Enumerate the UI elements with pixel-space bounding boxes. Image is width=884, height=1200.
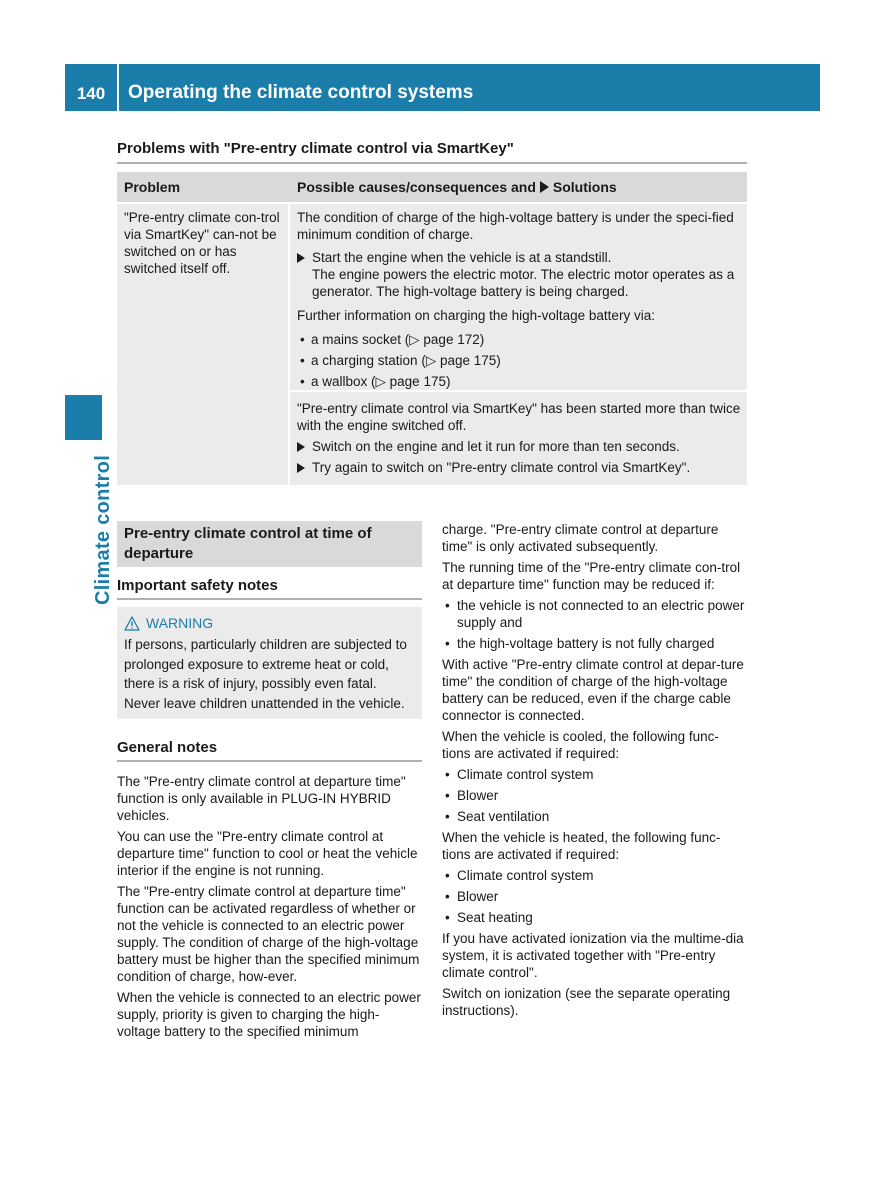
action-step: Start the engine when the vehicle is at a standstill. The engine powers the electric motor. The electric motor operates as a generator. The high-voltage battery is being charged. <box>297 249 741 300</box>
general-notes-body <box>117 773 422 1040</box>
cause-cell-1 <box>290 204 747 390</box>
paragraph: When the vehicle is cooled, the following func-tions are activated if required: <box>442 729 719 761</box>
col-causes-header: Possible causes/consequences and Solutions <box>297 179 617 195</box>
warning-box <box>117 607 422 719</box>
list-item: • a wallbox (▷ page 175) <box>297 373 741 390</box>
list-item: • a charging station (▷ page 175) <box>297 352 741 369</box>
list-item: • Seat ventilation <box>442 808 747 825</box>
list-item: • Seat heating <box>442 909 747 926</box>
paragraph: The "Pre-entry climate control at departure time" function is only available in PLUG-IN HYBRID vehicles. <box>117 774 406 823</box>
further-info: Further information on charging the high-voltage battery via: <box>297 308 655 323</box>
paragraph: The running time of the "Pre-entry climate con-trol at departure time" function may be reduced if: <box>442 560 741 592</box>
col-problem-header: Problem <box>124 179 181 195</box>
list-item: • a mains socket (▷ page 172) <box>297 331 741 348</box>
paragraph: When the vehicle is connected to an electric power supply, priority is given to charging the high-voltage battery to the specified minimum <box>117 990 421 1039</box>
section-title: Pre-entry climate control at time of departure <box>117 521 422 567</box>
problem-cell <box>117 204 288 485</box>
list-item: • Blower <box>442 787 747 804</box>
left-column <box>117 521 422 1044</box>
arrow-icon <box>297 463 305 473</box>
paragraph: With active "Pre-entry climate control at depar-ture time" the condition of charge of the high-voltage battery can be reduced, even if the charge cable connector is connected. <box>442 657 744 723</box>
action-step: Switch on the engine and let it run for more than ten seconds. <box>297 438 741 455</box>
paragraph: When the vehicle is heated, the following func-tions are activated if required: <box>442 830 721 862</box>
general-notes-heading: General notes <box>117 739 422 762</box>
right-column <box>442 521 747 1023</box>
list-item: • Climate control system <box>442 867 747 884</box>
paragraph: The "Pre-entry climate control at departure time" function can be activated regardless of whether or not the vehicle is connected to an electric power supply. The condition of charge of the high-voltage battery must be higher than the specified minimum condition of charge, how-ever. <box>117 884 420 984</box>
warning-title: WARNING <box>124 613 415 633</box>
problem-text: "Pre-entry climate con-trol via SmartKey" can-not be switched on or has switched itself off. <box>124 210 280 276</box>
action-result: The engine powers the electric motor. The electric motor operates as a generator. The high-voltage battery is being charged. <box>312 267 735 299</box>
action-step: Try again to switch on "Pre-entry climate control via SmartKey". <box>297 459 741 476</box>
warning-text: If persons, particularly children are subjected to prolonged exposure to extreme heat or cold, there is a risk of injury, possibly even fatal. Never leave children unattended in the vehicle. <box>124 637 407 711</box>
arrow-icon <box>297 442 305 452</box>
list-item: • Climate control system <box>442 766 747 783</box>
safety-notes-heading: Important safety notes <box>117 577 422 600</box>
arrow-icon <box>297 253 305 263</box>
side-tab-marker <box>65 395 102 440</box>
problems-table-header <box>117 172 747 202</box>
list-item: • Blower <box>442 888 747 905</box>
warning-triangle-icon <box>124 616 140 631</box>
list-item: • the high-voltage battery is not fully charged <box>442 635 747 652</box>
cause-text: The condition of charge of the high-voltage battery is under the speci-fied minimum condition of charge. <box>297 210 734 242</box>
chapter-title: Operating the climate control systems <box>128 82 474 103</box>
paragraph: Switch on ionization (see the separate operating instructions). <box>442 986 731 1018</box>
cause-cell-2 <box>290 392 747 485</box>
page-header <box>65 64 820 111</box>
paragraph: charge. "Pre-entry climate control at departure time" is only activated subsequently. <box>442 522 719 554</box>
paragraph: If you have activated ionization via the multime-dia system, it is activated together with "Pre-entry climate control". <box>442 931 744 980</box>
header-divider <box>117 64 119 111</box>
paragraph: You can use the "Pre-entry climate control at departure time" function to cool or heat the vehicle interior if the engine is not running. <box>117 829 418 878</box>
page-number: 140 <box>76 84 106 103</box>
problems-table-title: Problems with "Pre-entry climate control via SmartKey" <box>117 140 747 164</box>
side-tab-label: Climate control <box>92 454 114 605</box>
arrow-icon <box>540 181 549 193</box>
list-item: • the vehicle is not connected to an electric power supply and <box>442 597 747 631</box>
cause-text: "Pre-entry climate control via SmartKey" has been started more than twice with the engine switched off. <box>297 401 741 433</box>
